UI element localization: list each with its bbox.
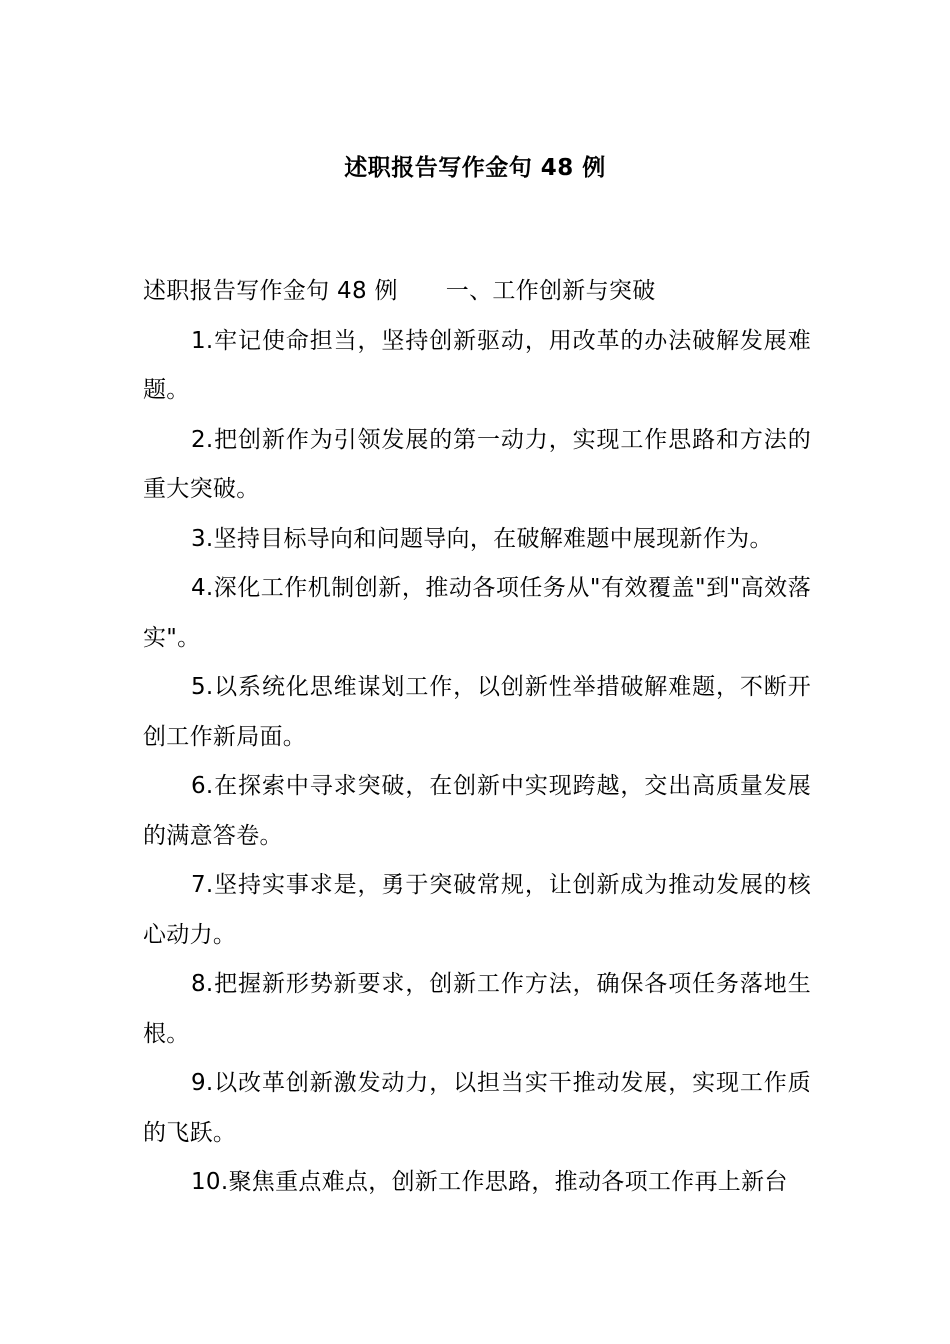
paragraph-item-9: 9.以改革创新激发动力，以担当实干推动发展，实现工作质的飞跃。 (143, 1070, 811, 1146)
intro-line (143, 267, 811, 317)
paragraph-item-2: 2.把创新作为引领发展的第一动力，实现工作思路和方法的重大突破。 (143, 426, 811, 502)
paragraph-item-8: 8.把握新形势新要求，创新工作方法，确保各项任务落地生根。 (143, 971, 811, 1047)
document-body (143, 267, 811, 1208)
paragraph-item-4: 4.深化工作机制创新，推动各项任务从"有效覆盖"到"高效落实"。 (143, 575, 811, 651)
section-heading: 一、工作创新与突破 (445, 278, 656, 304)
paragraph-item-3: 3.坚持目标导向和问题导向，在破解难题中展现新作为。 (191, 525, 773, 552)
intro-text: 述职报告写作金句 48 例 (143, 278, 398, 304)
paragraph-item-7: 7.坚持实事求是，勇于突破常规，让创新成为推动发展的核心动力。 (143, 872, 811, 948)
paragraph-item-5: 5.以系统化思维谋划工作，以创新性举措破解难题，不断开创工作新局面。 (143, 674, 811, 750)
paragraph-item-1: 1.牢记使命担当，坚持创新驱动，用改革的办法破解发展难题。 (143, 327, 811, 403)
paragraph-item-6: 6.在探索中寻求突破，在创新中实现跨越，交出高质量发展的满意答卷。 (143, 773, 811, 849)
document-title: 述职报告写作金句 48 例 (344, 155, 606, 181)
paragraph-item-10: 10.聚焦重点难点，创新工作思路，推动各项工作再上新台 (191, 1169, 788, 1195)
